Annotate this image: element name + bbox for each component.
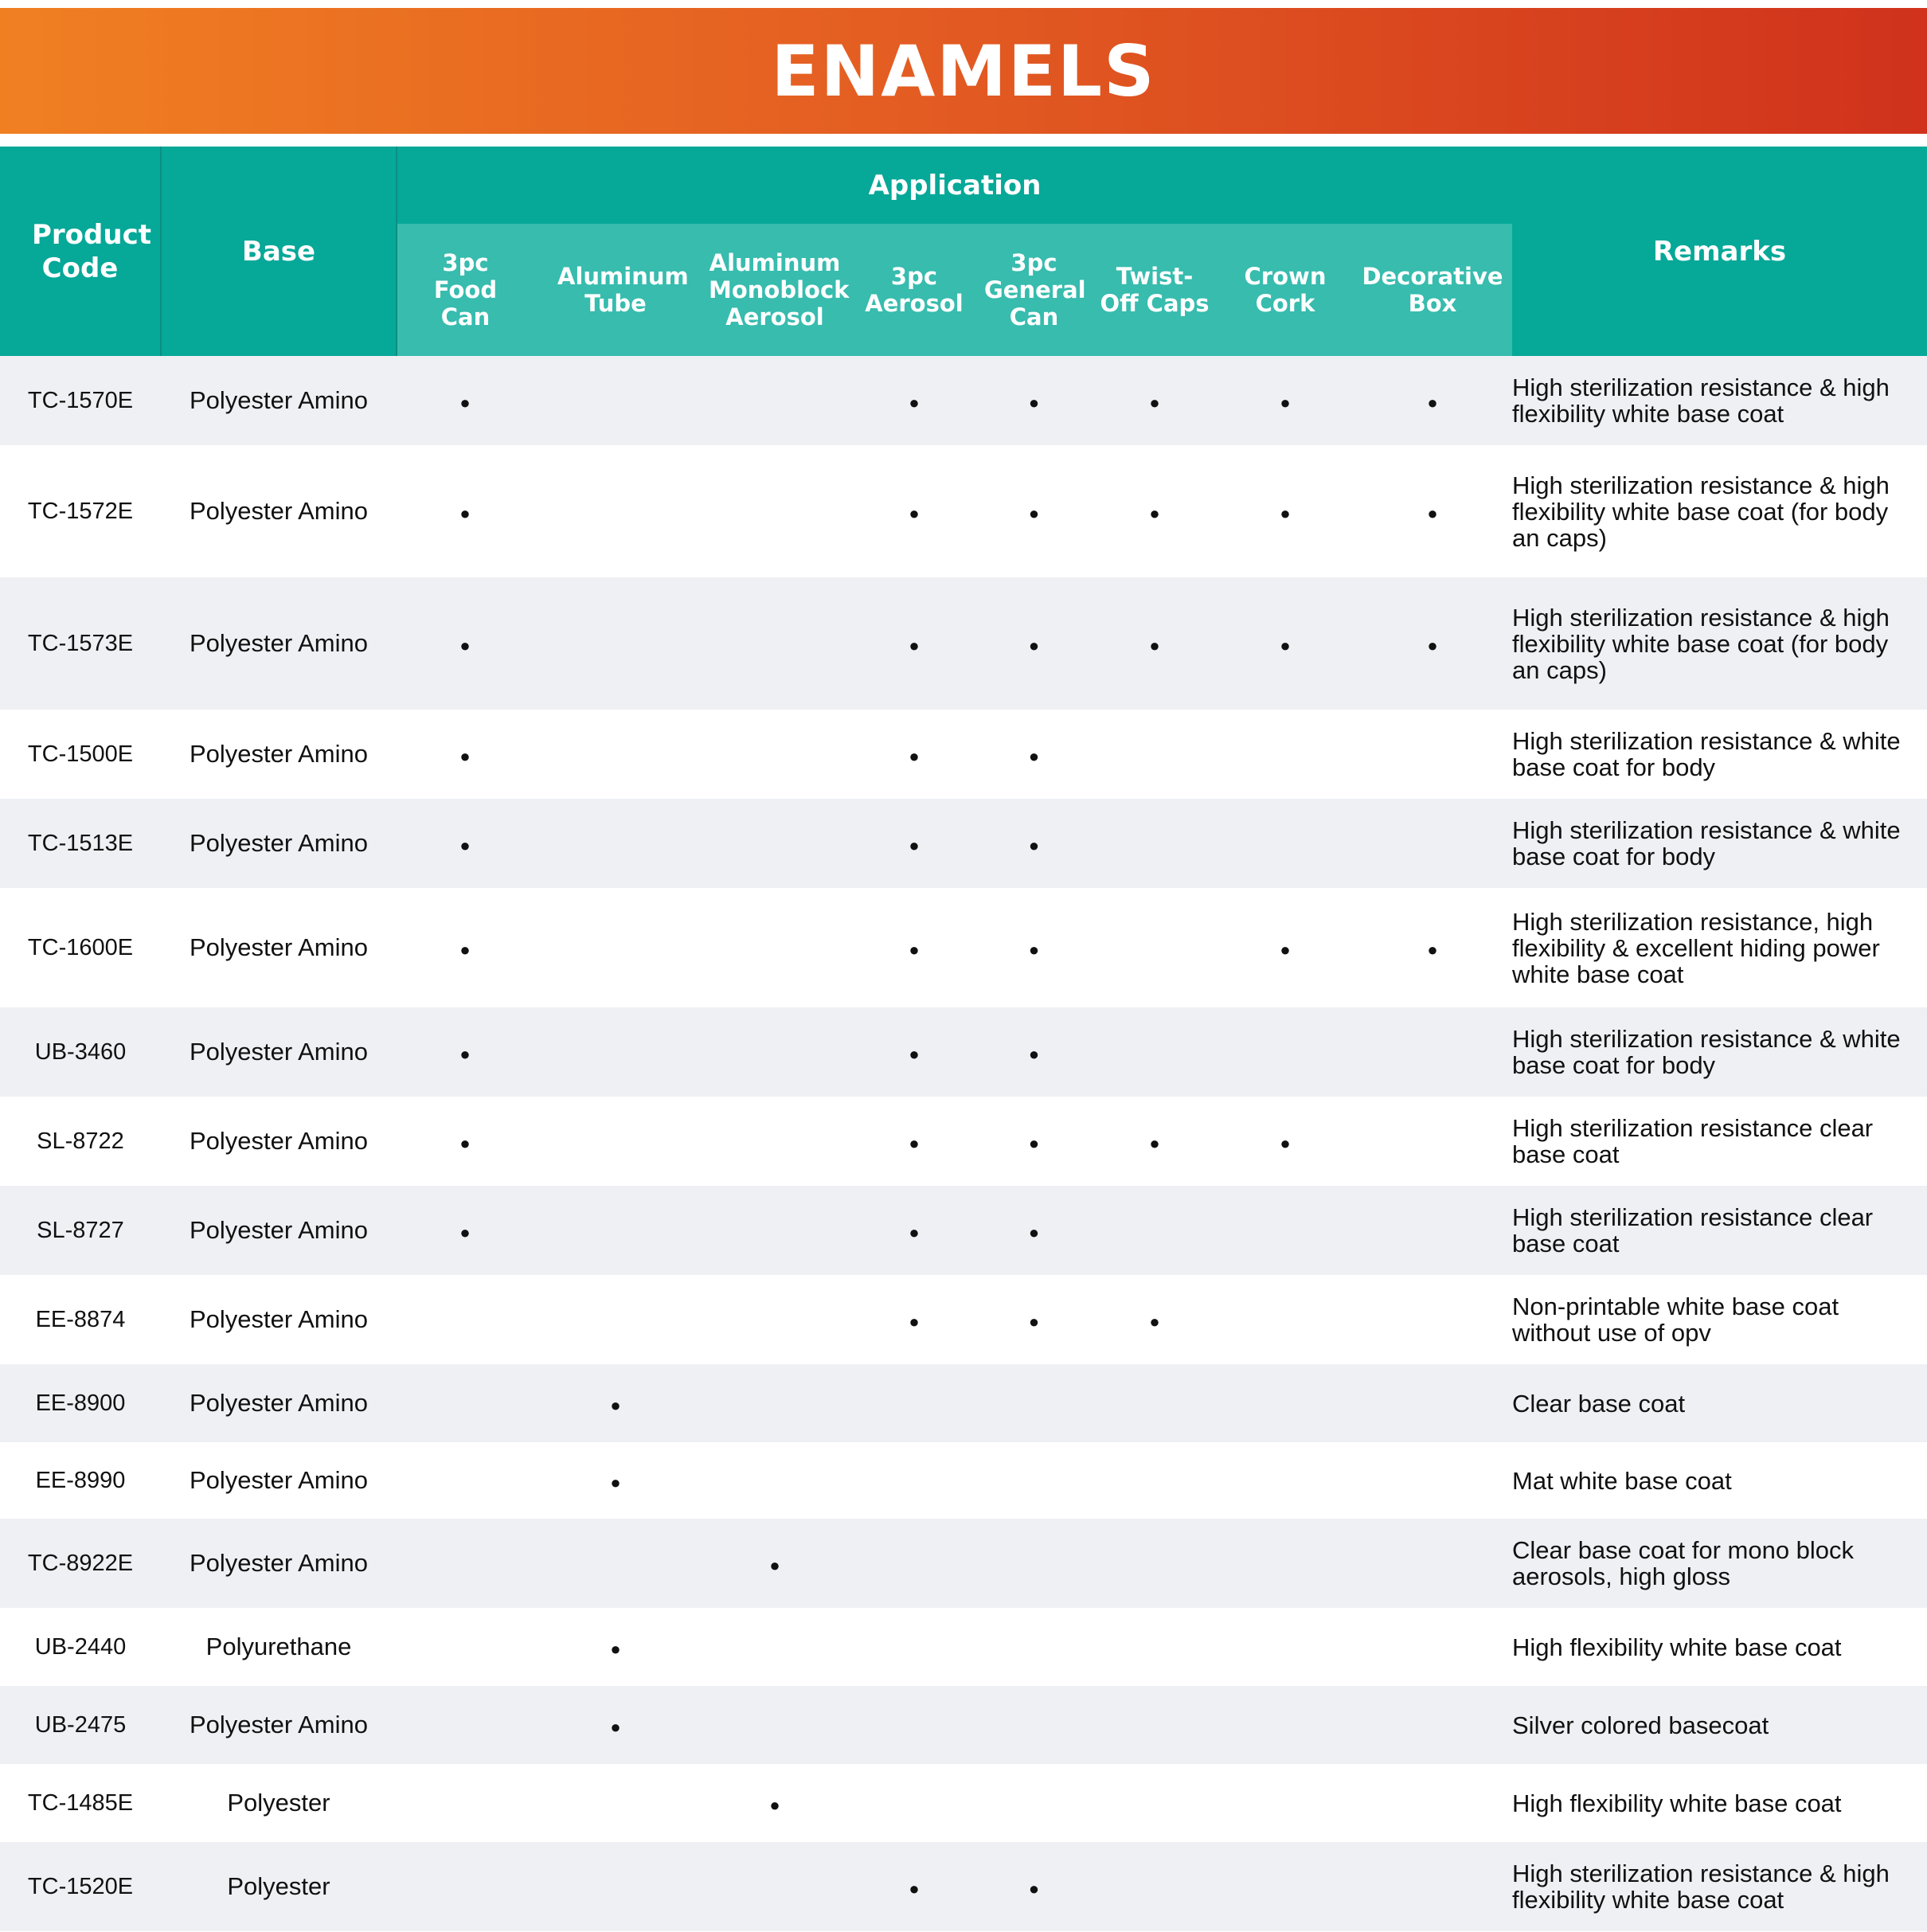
applicable-dot-icon: ● [909,1879,920,1899]
applicable-dot-icon: ● [1028,393,1040,413]
cell-application-2 [698,888,852,1007]
cell-application-5 [1092,1764,1218,1842]
cell-application-0 [397,1842,534,1931]
cell-application-4 [976,1764,1092,1842]
cell-application-5 [1092,710,1218,799]
cell-application-1 [534,799,698,888]
applicable-dot-icon: ● [909,1222,920,1242]
cell-remarks: High sterilization resistance & white base coat for body [1512,799,1927,888]
cell-application-6 [1218,710,1353,799]
cell-base: Polyester Amino [161,799,397,888]
cell-application-2 [698,710,852,799]
cell-application-2 [698,445,852,577]
cell-base: Polyester Amino [161,1364,397,1442]
cell-product-code: TC-1572E [0,445,161,577]
cell-remarks: High sterilization resistance & white base coat for body [1512,710,1927,799]
cell-remarks: High flexibility white base coat [1512,1608,1927,1686]
cell-application-1 [534,1608,698,1686]
cell-application-7 [1353,710,1512,799]
cell-remarks: High sterilization resistance, high flexibility & excellent hiding power white base coat [1512,888,1927,1007]
cell-product-code: TC-1520E [0,1842,161,1931]
cell-application-0 [397,1186,534,1275]
cell-application-1 [534,1764,698,1842]
applicable-dot-icon: ● [459,1044,471,1064]
cell-application-3 [852,356,976,445]
cell-application-1 [534,710,698,799]
cell-application-3 [852,577,976,710]
cell-application-3 [852,1842,976,1931]
cell-application-0 [397,1097,534,1186]
cell-application-6 [1218,577,1353,710]
header-app-decorative-box: Decorative Box [1353,224,1512,356]
cell-application-7 [1353,1764,1512,1842]
cell-application-1 [534,888,698,1007]
applicable-dot-icon: ● [1028,636,1040,655]
applicable-dot-icon: ● [1028,1133,1040,1153]
cell-application-1 [534,1842,698,1931]
title-banner [0,8,1927,134]
cell-application-3 [852,1186,976,1275]
cell-application-7 [1353,445,1512,577]
cell-remarks: High sterilization resistance & white base coat for body [1512,1007,1927,1097]
cell-remarks: Mat white base coat [1512,1442,1927,1519]
cell-base: Polyester Amino [161,1275,397,1364]
applicable-dot-icon: ● [909,1133,920,1153]
cell-application-7 [1353,1842,1512,1931]
cell-application-1 [534,1686,698,1764]
cell-remarks: High sterilization resistance clear base coat [1512,1097,1927,1186]
cell-application-6 [1218,1842,1353,1931]
cell-application-0 [397,710,534,799]
cell-application-2 [698,1842,852,1931]
cell-base: Polyester Amino [161,710,397,799]
cell-application-5 [1092,888,1218,1007]
cell-application-0 [397,356,534,445]
cell-base: Polyester Amino [161,1442,397,1519]
cell-application-3 [852,1519,976,1608]
cell-application-0 [397,1519,534,1608]
page-title: ENAMELS [771,29,1156,112]
cell-application-0 [397,1764,534,1842]
cell-application-1 [534,1007,698,1097]
cell-application-0 [397,799,534,888]
applicable-dot-icon: ● [610,1395,621,1415]
enamels-table [0,147,1927,1931]
table-row [0,710,1927,799]
cell-application-5 [1092,1275,1218,1364]
cell-application-0 [397,1686,534,1764]
cell-application-1 [534,1364,698,1442]
table-row [0,1186,1927,1275]
cell-application-7 [1353,1608,1512,1686]
cell-application-5 [1092,1186,1218,1275]
cell-product-code: TC-1600E [0,888,161,1007]
cell-application-3 [852,1364,976,1442]
cell-product-code: UB-2475 [0,1686,161,1764]
cell-application-4 [976,1275,1092,1364]
cell-application-3 [852,1686,976,1764]
cell-application-3 [852,1007,976,1097]
cell-base: Polyester Amino [161,1186,397,1275]
table-row [0,1608,1927,1686]
cell-application-5 [1092,445,1218,577]
cell-application-5 [1092,1097,1218,1186]
cell-remarks: High sterilization resistance clear base coat [1512,1186,1927,1275]
header-app-3pc-aerosol: 3pc Aerosol [852,224,976,356]
cell-application-1 [534,1519,698,1608]
table-row [0,799,1927,888]
header-app-crown-cork: Crown Cork [1218,224,1353,356]
cell-application-6 [1218,1764,1353,1842]
table-row [0,356,1927,445]
cell-application-2 [698,1275,852,1364]
cell-application-3 [852,445,976,577]
cell-application-3 [852,1764,976,1842]
cell-product-code: TC-1573E [0,577,161,710]
applicable-dot-icon: ● [909,1312,920,1332]
applicable-dot-icon: ● [909,940,920,960]
applicable-dot-icon: ● [1028,1879,1040,1899]
table-row [0,888,1927,1007]
header-base: Base [161,147,397,356]
cell-application-0 [397,577,534,710]
applicable-dot-icon: ● [1280,1133,1291,1153]
cell-application-5 [1092,1686,1218,1764]
cell-application-2 [698,1764,852,1842]
table-body [0,356,1927,1931]
applicable-dot-icon: ● [459,940,471,960]
cell-application-7 [1353,577,1512,710]
table-row [0,1007,1927,1097]
cell-application-5 [1092,799,1218,888]
applicable-dot-icon: ● [459,393,471,413]
cell-remarks: Clear base coat for mono block aerosols, high gloss [1512,1519,1927,1608]
cell-application-1 [534,445,698,577]
table-row [0,1519,1927,1608]
applicable-dot-icon: ● [1149,1312,1160,1332]
cell-application-2 [698,1686,852,1764]
cell-application-3 [852,710,976,799]
cell-application-3 [852,888,976,1007]
header-app-aluminum-monoblock-aerosol: Aluminum Monoblock Aerosol [698,224,852,356]
applicable-dot-icon: ● [1280,503,1291,523]
cell-application-5 [1092,1842,1218,1931]
cell-application-7 [1353,1442,1512,1519]
cell-application-6 [1218,445,1353,577]
cell-application-5 [1092,1442,1218,1519]
table-row [0,577,1927,710]
applicable-dot-icon: ● [1028,835,1040,855]
applicable-dot-icon: ● [610,1472,621,1492]
applicable-dot-icon: ● [909,1044,920,1064]
cell-application-1 [534,1442,698,1519]
cell-application-2 [698,577,852,710]
cell-application-6 [1218,1608,1353,1686]
applicable-dot-icon: ● [1028,1312,1040,1332]
cell-application-2 [698,1519,852,1608]
cell-remarks: Silver colored basecoat [1512,1686,1927,1764]
header-application: Application [397,147,1512,224]
cell-base: Polyester Amino [161,445,397,577]
cell-base: Polyester Amino [161,577,397,710]
cell-application-0 [397,1364,534,1442]
cell-application-0 [397,1608,534,1686]
applicable-dot-icon: ● [1028,503,1040,523]
cell-application-4 [976,710,1092,799]
cell-product-code: TC-8922E [0,1519,161,1608]
applicable-dot-icon: ● [909,503,920,523]
cell-application-4 [976,1007,1092,1097]
table-row [0,1364,1927,1442]
cell-application-4 [976,445,1092,577]
cell-application-3 [852,1442,976,1519]
cell-application-7 [1353,888,1512,1007]
cell-application-3 [852,1275,976,1364]
cell-application-6 [1218,1364,1353,1442]
cell-application-7 [1353,1686,1512,1764]
cell-base: Polyester Amino [161,1007,397,1097]
cell-application-4 [976,1442,1092,1519]
cell-application-4 [976,1686,1092,1764]
cell-application-1 [534,1186,698,1275]
cell-application-4 [976,1519,1092,1608]
applicable-dot-icon: ● [1427,393,1438,413]
cell-application-7 [1353,1007,1512,1097]
cell-remarks: Clear base coat [1512,1364,1927,1442]
applicable-dot-icon: ● [909,746,920,766]
cell-base: Polyester Amino [161,1686,397,1764]
table-row [0,1442,1927,1519]
applicable-dot-icon: ● [1280,636,1291,655]
cell-application-3 [852,1608,976,1686]
cell-product-code: SL-8722 [0,1097,161,1186]
cell-application-7 [1353,1364,1512,1442]
cell-application-6 [1218,1097,1353,1186]
cell-application-6 [1218,1007,1353,1097]
applicable-dot-icon: ● [1149,1133,1160,1153]
cell-application-0 [397,445,534,577]
header-app-twist-off-caps: Twist-Off Caps [1092,224,1218,356]
cell-application-5 [1092,356,1218,445]
cell-base: Polyester Amino [161,1519,397,1608]
applicable-dot-icon: ● [1427,503,1438,523]
applicable-dot-icon: ● [909,636,920,655]
header-product-code: Product Code [0,147,161,356]
cell-application-0 [397,888,534,1007]
applicable-dot-icon: ● [459,835,471,855]
cell-application-4 [976,577,1092,710]
cell-application-5 [1092,1364,1218,1442]
cell-application-4 [976,888,1092,1007]
cell-application-6 [1218,1519,1353,1608]
cell-application-4 [976,1608,1092,1686]
cell-product-code: TC-1485E [0,1764,161,1842]
cell-application-5 [1092,1608,1218,1686]
cell-application-7 [1353,356,1512,445]
cell-application-1 [534,1097,698,1186]
cell-base: Polyurethane [161,1608,397,1686]
applicable-dot-icon: ● [909,835,920,855]
applicable-dot-icon: ● [1280,940,1291,960]
cell-application-7 [1353,1186,1512,1275]
cell-base: Polyester [161,1842,397,1931]
cell-application-4 [976,356,1092,445]
cell-application-6 [1218,799,1353,888]
cell-application-4 [976,799,1092,888]
applicable-dot-icon: ● [1427,636,1438,655]
header-remarks: Remarks [1512,147,1927,356]
applicable-dot-icon: ● [459,1222,471,1242]
cell-application-3 [852,1097,976,1186]
cell-application-2 [698,1364,852,1442]
cell-application-1 [534,356,698,445]
cell-product-code: TC-1500E [0,710,161,799]
table-row [0,1686,1927,1764]
applicable-dot-icon: ● [459,636,471,655]
applicable-dot-icon: ● [1427,940,1438,960]
cell-application-6 [1218,356,1353,445]
cell-product-code: UB-3460 [0,1007,161,1097]
cell-product-code: TC-1570E [0,356,161,445]
cell-application-6 [1218,1186,1353,1275]
cell-application-6 [1218,1686,1353,1764]
table-row [0,1842,1927,1931]
cell-product-code: EE-8990 [0,1442,161,1519]
cell-application-6 [1218,1275,1353,1364]
cell-application-0 [397,1275,534,1364]
cell-base: Polyester [161,1764,397,1842]
applicable-dot-icon: ● [1028,1222,1040,1242]
cell-application-5 [1092,577,1218,710]
cell-base: Polyester Amino [161,356,397,445]
cell-application-6 [1218,1442,1353,1519]
cell-application-2 [698,356,852,445]
cell-remarks: Non-printable white base coat without use of opv [1512,1275,1927,1364]
cell-application-1 [534,1275,698,1364]
cell-application-4 [976,1097,1092,1186]
cell-application-6 [1218,888,1353,1007]
applicable-dot-icon: ● [459,746,471,766]
cell-base: Polyester Amino [161,888,397,1007]
applicable-dot-icon: ● [1149,503,1160,523]
table-row [0,1097,1927,1186]
applicable-dot-icon: ● [1028,746,1040,766]
table-row [0,445,1927,577]
applicable-dot-icon: ● [1149,636,1160,655]
applicable-dot-icon: ● [909,393,920,413]
applicable-dot-icon: ● [1280,393,1291,413]
cell-application-7 [1353,1275,1512,1364]
cell-application-2 [698,1608,852,1686]
cell-application-7 [1353,1097,1512,1186]
applicable-dot-icon: ● [769,1795,780,1815]
table-row [0,1275,1927,1364]
cell-application-7 [1353,1519,1512,1608]
cell-application-0 [397,1442,534,1519]
header-app-3pc-food-can: 3pc Food Can [397,224,534,356]
cell-application-4 [976,1842,1092,1931]
cell-base: Polyester Amino [161,1097,397,1186]
cell-application-4 [976,1186,1092,1275]
cell-product-code: EE-8874 [0,1275,161,1364]
table-row [0,1764,1927,1842]
cell-application-0 [397,1007,534,1097]
applicable-dot-icon: ● [1028,1044,1040,1064]
cell-application-2 [698,1007,852,1097]
cell-application-3 [852,799,976,888]
cell-application-5 [1092,1007,1218,1097]
cell-product-code: TC-1513E [0,799,161,888]
header-app-3pc-general-can: 3pc General Can [976,224,1092,356]
cell-application-2 [698,799,852,888]
cell-remarks: High sterilization resistance & high flexibility white base coat (for body an caps) [1512,445,1927,577]
cell-remarks: High sterilization resistance & high flexibility white base coat (for body an caps) [1512,577,1927,710]
applicable-dot-icon: ● [610,1639,621,1659]
applicable-dot-icon: ● [459,1133,471,1153]
cell-application-5 [1092,1519,1218,1608]
cell-application-2 [698,1186,852,1275]
applicable-dot-icon: ● [459,503,471,523]
applicable-dot-icon: ● [769,1555,780,1575]
cell-application-4 [976,1364,1092,1442]
cell-application-2 [698,1097,852,1186]
cell-remarks: High sterilization resistance & high flexibility white base coat [1512,1842,1927,1931]
cell-application-7 [1353,799,1512,888]
cell-remarks: High flexibility white base coat [1512,1764,1927,1842]
cell-remarks: High sterilization resistance & high flexibility white base coat [1512,356,1927,445]
header-app-aluminum-tube: Aluminum Tube [534,224,698,356]
applicable-dot-icon: ● [610,1717,621,1737]
cell-product-code: EE-8900 [0,1364,161,1442]
applicable-dot-icon: ● [1028,940,1040,960]
cell-application-2 [698,1442,852,1519]
cell-product-code: SL-8727 [0,1186,161,1275]
cell-product-code: UB-2440 [0,1608,161,1686]
cell-application-1 [534,577,698,710]
applicable-dot-icon: ● [1149,393,1160,413]
